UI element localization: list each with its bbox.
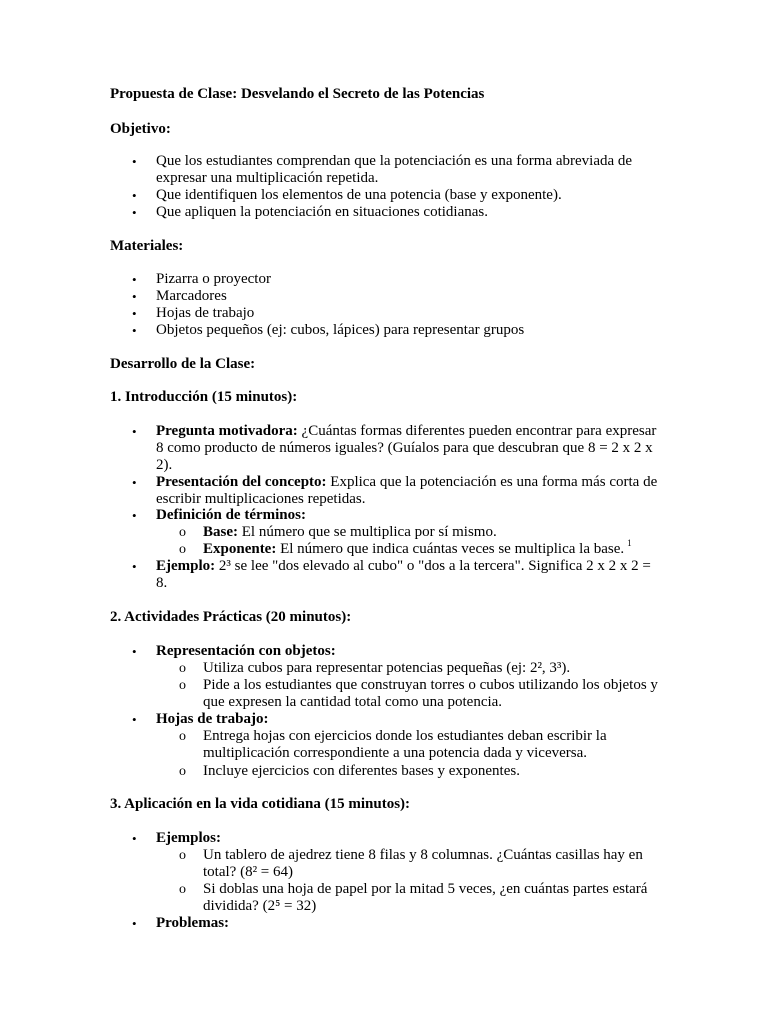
application-heading: 3. Aplicación en la vida cotidiana (15 minutos): [110,796,411,812]
sub-list-item [179,524,661,541]
item-label: Exponente: [203,541,277,557]
list-item-text: Pizarra o proyector [156,271,271,287]
list-item-text: Objetos pequeños (ej: cubos, lápices) para representar grupos [156,322,525,338]
list-item [132,423,658,474]
list-item-text: Un tablero de ajedrez tiene 8 filas y 8 columnas. ¿Cuántas casillas hay en total? (8² = 64) [203,847,643,880]
bullet-marker: • [132,323,137,338]
sub-bullet-marker: o [179,882,186,897]
list-item-text: Que identifiquen los elementos de una potencia (base y exponente). [156,187,562,203]
document-title: Propuesta de Clase: Desvelando el Secreto de las Potencias [110,86,485,102]
item-label: Base: [203,524,238,540]
bullet-marker: • [132,508,137,523]
list-item-text: Utiliza cubos para representar potencias pequeñas (ej: 2², 3³). [203,660,571,676]
sub-list-item [179,847,661,881]
development-heading: Desarrollo de la Clase: [110,356,256,372]
list-item-text: Pide a los estudiantes que construyan torres o cubos utilizando los objetos y que expresen la cantidad total como una potencia. [203,677,658,710]
list-item-text: Si doblas una hoja de papel por la mitad 5 veces, ¿en cuántas partes estará dividida? (2⁵ = 32) [203,881,648,914]
bullet-marker: • [132,475,137,490]
list-item-text: Que apliquen la potenciación en situaciones cotidianas. [156,204,488,220]
bullet-marker: • [132,916,137,931]
sub-bullet-marker: o [179,525,186,540]
bullet-marker: • [132,559,137,574]
item-label: Presentación del concepto: [156,474,327,490]
bullet-marker: • [132,306,137,321]
item-label: Problemas: [156,915,230,931]
bullet-marker: • [132,154,137,169]
list-item-text: ¿Cuántas formas diferentes pueden encontrar para expresar 8 como producto de números iguales? (Guíalos para que descubran que 8 = 2 x 2 x 2). [156,423,657,473]
list-item-text: Hojas de trabajo [156,305,255,321]
footnote-reference[interactable]: 1 [627,538,632,548]
sub-list-item [179,677,661,711]
sub-bullet-marker: o [179,678,186,693]
sub-list-item [179,763,661,780]
list-item [132,204,658,221]
bullet-marker: • [132,272,137,287]
list-item [132,558,658,592]
list-item [132,643,658,660]
bullet-marker: • [132,831,137,846]
list-item [132,830,658,847]
list-item [132,915,658,932]
list-item-text: El número que indica cuántas veces se multiplica la base. [276,541,625,557]
item-label: Definición de términos: [156,507,306,523]
sub-list-item [179,538,661,558]
list-item [132,153,658,187]
bullet-marker: • [132,205,137,220]
item-label: Representación con objetos: [156,643,336,659]
sub-bullet-marker: o [179,661,186,676]
list-item [132,711,658,728]
item-label: Ejemplo: [156,558,216,574]
list-item-text: Entrega hojas con ejercicios donde los estudiantes deban escribir la multiplicación correspondiente a una potencia dada y viceversa. [203,728,607,761]
list-item-text: El número que se multiplica por sí mismo. [238,524,497,540]
sub-bullet-marker: o [179,848,186,863]
list-item [132,322,658,339]
list-item-text: Marcadores [156,288,227,304]
list-item-text: Explica que la potenciación es una forma más corta de escribir multiplicaciones repetidas. [156,474,658,507]
intro-heading: 1. Introducción (15 minutos): [110,389,298,405]
sub-list-item [179,660,661,677]
sub-bullet-marker: o [179,542,186,557]
list-item-text: Incluye ejercicios con diferentes bases y exponentes. [203,763,520,779]
bullet-marker: • [132,712,137,727]
practice-heading: 2. Actividades Prácticas (20 minutos): [110,609,352,625]
materials-heading: Materiales: [110,238,184,254]
list-item [132,474,658,508]
list-item [132,187,658,204]
bullet-marker: • [132,188,137,203]
list-item [132,271,658,288]
bullet-marker: • [132,289,137,304]
list-item [132,288,658,305]
sub-bullet-marker: o [179,729,186,744]
sub-list-item [179,728,661,762]
sub-list-item [179,881,661,915]
objective-heading: Objetivo: [110,121,171,137]
sub-bullet-marker: o [179,764,186,779]
bullet-marker: • [132,644,137,659]
list-item [132,305,658,322]
list-item-text: 2³ se lee "dos elevado al cubo" o "dos a la tercera". Significa 2 x 2 x 2 = 8. [156,558,651,591]
item-label: Ejemplos: [156,830,221,846]
list-item-text: Que los estudiantes comprendan que la potenciación es una forma abreviada de expresar una multiplicación repetida. [156,153,633,186]
list-item [132,507,658,524]
bullet-marker: • [132,424,137,439]
item-label: Hojas de trabajo: [156,711,269,727]
item-label: Pregunta motivadora: [156,423,298,439]
